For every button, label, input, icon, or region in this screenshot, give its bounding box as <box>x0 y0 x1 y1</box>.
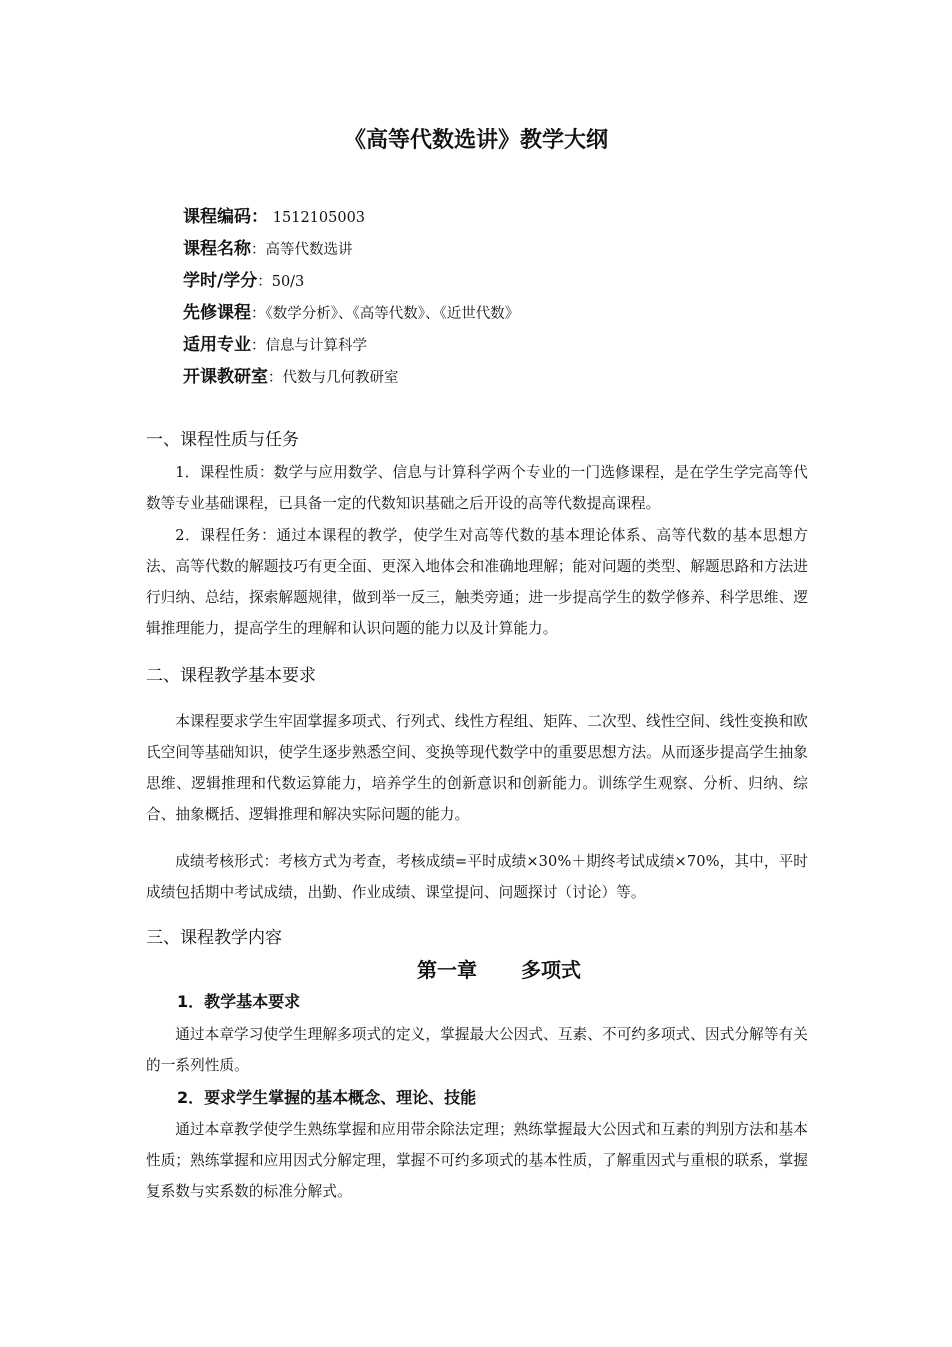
course-info <box>183 201 519 393</box>
credit-hours-row <box>183 265 519 297</box>
subsection2-text: 通过本章教学使学生熟练掌握和应用带余除法定理；熟练掌握最大公因式和互素的判别方法和基本性质；熟练掌握和应用因式分解定理，掌握不可约多项式的基本性质，了解重因式与重根的联系，掌握复系数与实系数的标准分解式。 <box>146 1121 808 1200</box>
prerequisites-label: 先修课程 <box>183 303 251 323</box>
major-row <box>183 329 519 361</box>
section2-paragraph-requirements: 本课程要求学生牢固掌握多项式、行列式、线性方程组、矩阵、二次型、线性空间、线性变换和欧氏空间等基础知识，使学生逐步熟悉空间、变换等现代数学中的重要思想方法。从而逐步提高学生抽象思维、逻辑推理和代数运算能力，培养学生的创新意识和创新能力。训练学生观察、分析、归纳、综合、抽象概括、逻辑推理和解决实际问题的能力。 <box>146 713 808 823</box>
section1-paragraph-nature: 1．课程性质：数学与应用数学、信息与计算科学两个专业的一门选修课程，是在学生学完高等代数等专业基础课程，已具备一定的代数知识基础之后开设的高等代数提高课程。 <box>146 464 808 512</box>
major-value: ：信息与计算科学 <box>251 338 367 354</box>
department-value: ：代数与几何教研室 <box>268 370 399 386</box>
chapter-heading <box>0 954 952 986</box>
subsection2-heading: 2．要求学生掌握的基本概念、理论、技能 <box>177 1088 477 1107</box>
section2-paragraph-assessment: 成绩考核形式：考核方式为考查，考核成绩=平时成绩×30%＋期终考试成绩×70%，其中，平时成绩包括期中考试成绩，出勤、作业成绩、课堂提问、问题探讨（讨论）等。 <box>146 853 808 901</box>
prerequisites-row <box>183 297 519 329</box>
course-name-value: ：高等代数选讲 <box>251 242 353 258</box>
course-code-row <box>183 201 519 233</box>
chapter-number: 第一章 <box>417 958 477 982</box>
prerequisites-value: ：《数学分析》、《高等代数》、《近世代数》 <box>251 306 520 322</box>
course-code-value: 1512105003 <box>272 210 366 226</box>
course-name-label: 课程名称 <box>183 239 251 259</box>
section2-heading: 二、课程教学基本要求 <box>146 666 316 686</box>
department-label: 开课教研室 <box>183 367 268 387</box>
chapter-title: 多项式 <box>521 958 581 982</box>
document-title: 《高等代数选讲》教学大纲 <box>343 128 608 153</box>
section1-heading: 一、课程性质与任务 <box>146 430 299 450</box>
major-label: 适用专业 <box>183 335 251 355</box>
course-code-label: 课程编码： <box>183 207 268 227</box>
course-name-row <box>183 233 519 265</box>
credit-hours-value: ：50/3 <box>257 274 305 290</box>
section3-heading: 三、课程教学内容 <box>146 928 282 948</box>
department-row <box>183 361 519 393</box>
subsection1-heading: 1．教学基本要求 <box>177 992 301 1011</box>
subsection1-text: 通过本章学习使学生理解多项式的定义，掌握最大公因式、互素、不可约多项式、因式分解等有关的一系列性质。 <box>146 1026 808 1074</box>
credit-hours-label: 学时/学分 <box>183 271 258 291</box>
section1-paragraph-task: 2．课程任务：通过本课程的教学，使学生对高等代数的基本理论体系、高等代数的基本思想方法、高等代数的解题技巧有更全面、更深入地体会和准确地理解；能对问题的类型、解题思路和方法进行归纳、总结，探索解题规律，做到举一反三，触类旁通；进一步提高学生的数学修养、科学思维、逻辑推理能力，提高学生的理解和认识问题的能力以及计算能力。 <box>146 527 808 637</box>
